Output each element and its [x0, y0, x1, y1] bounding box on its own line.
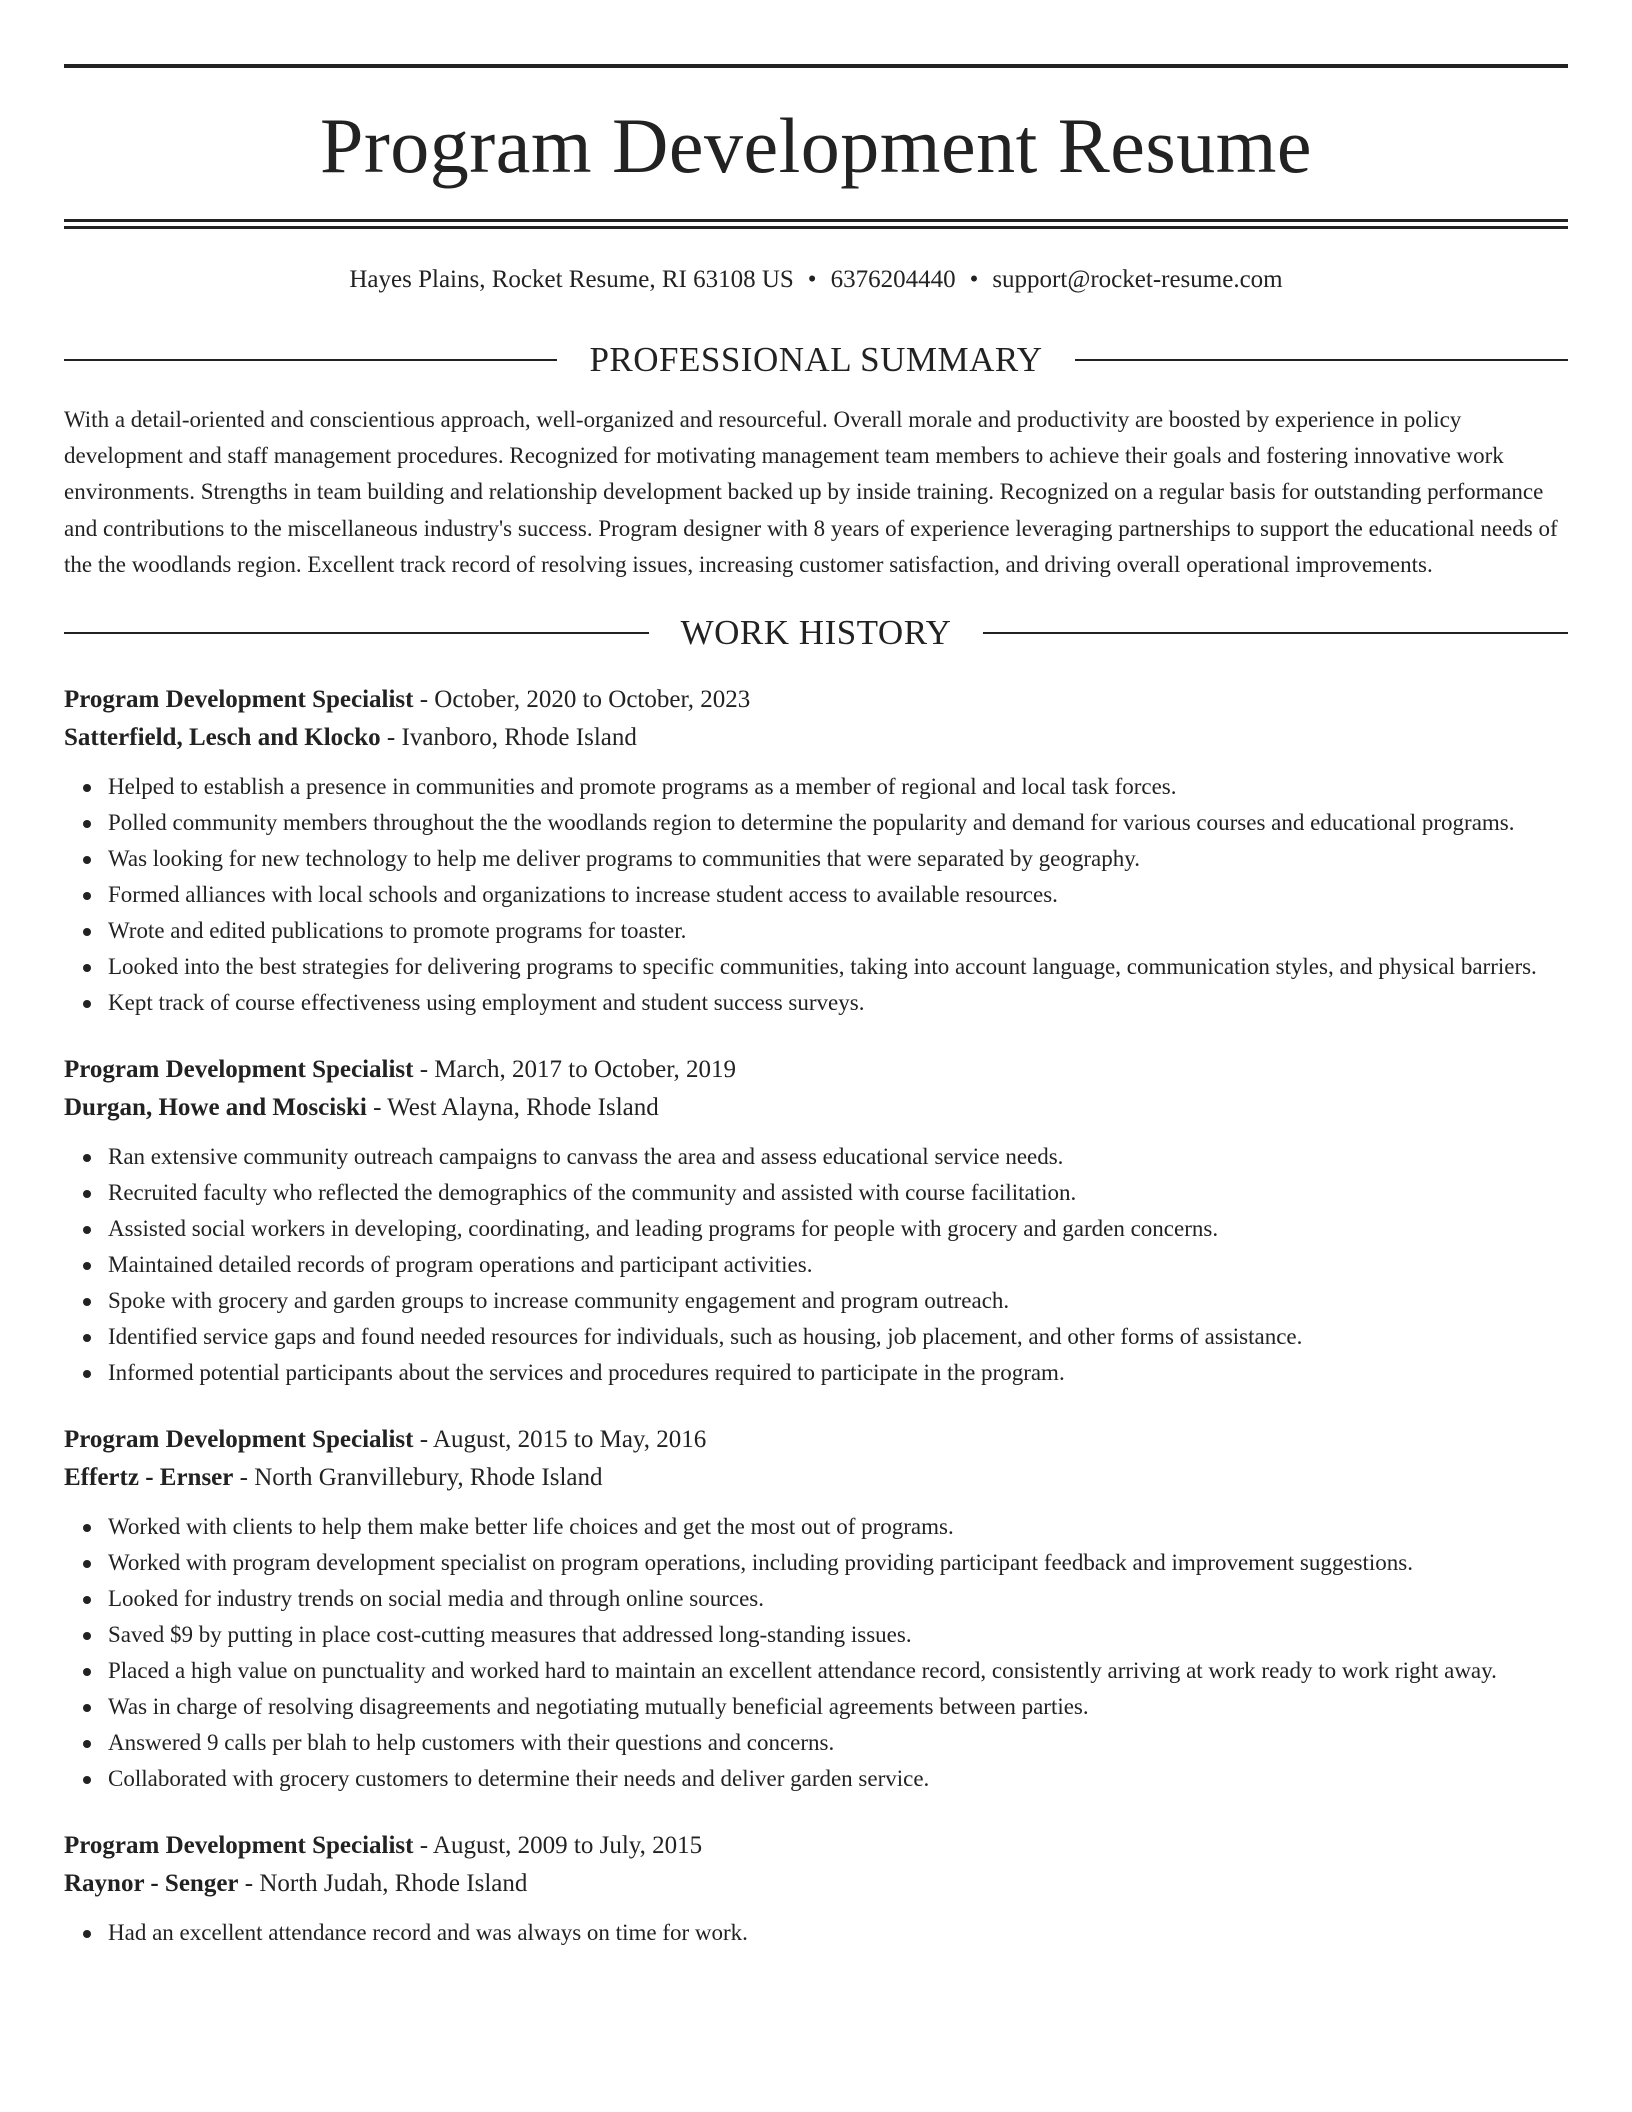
list-item	[108, 1211, 1568, 1247]
job-bullet-list	[64, 1139, 1568, 1391]
job-bullet-list	[64, 769, 1568, 1021]
list-item	[108, 1689, 1568, 1725]
bullet-dot-icon	[83, 964, 91, 972]
bullet-text: Kept track of course effectiveness using employment and student success surveys.	[108, 990, 865, 1016]
bullet-text: Worked with clients to help them make better life choices and get the most out of programs.	[108, 1514, 954, 1540]
list-item	[108, 1139, 1568, 1175]
bullet-dot-icon	[83, 856, 91, 864]
contact-line	[64, 264, 1568, 296]
title-double-rule	[64, 219, 1568, 229]
job-company-line	[64, 1459, 1568, 1497]
list-item	[108, 1725, 1568, 1761]
list-item	[108, 769, 1568, 805]
list-item	[108, 1545, 1568, 1581]
bullet-text: Ran extensive community outreach campaigns to canvass the area and assess educational service needs.	[108, 1144, 1064, 1170]
bullet-text: Identified service gaps and found needed resources for individuals, such as housing, job placement, and other forms of assistance.	[108, 1324, 1303, 1350]
bullet-dot-icon	[83, 1370, 91, 1378]
bullet-dot-icon	[83, 784, 91, 792]
job-title-line	[64, 1827, 1568, 1865]
bullet-text: Had an excellent attendance record and was always on time for work.	[108, 1920, 748, 1946]
list-item	[108, 985, 1568, 1021]
heading-rule-left	[64, 632, 649, 634]
section-title: PROFESSIONAL SUMMARY	[589, 340, 1043, 379]
bullet-text: Worked with program development specialist on program operations, including providing participant feedback and improvement suggestions.	[108, 1550, 1413, 1576]
bullet-text: Was looking for new technology to help me deliver programs to communities that were separated by geography.	[108, 846, 1141, 872]
list-item	[108, 1355, 1568, 1391]
list-item	[108, 1617, 1568, 1653]
bullet-dot-icon	[83, 1740, 91, 1748]
bullet-text: Informed potential participants about the services and procedures required to participate in the program.	[108, 1360, 1065, 1386]
bullet-text: Saved $9 by putting in place cost-cutting measures that addressed long-standing issues.	[108, 1622, 912, 1648]
job-title-line	[64, 1421, 1568, 1459]
bullet-text: Wrote and edited publications to promote programs for toaster.	[108, 918, 687, 944]
job-company-line	[64, 1865, 1568, 1903]
bullet-dot-icon	[83, 1776, 91, 1784]
job-dates: - March, 2017 to October, 2019	[413, 1056, 737, 1084]
section-title: WORK HISTORY	[680, 613, 952, 653]
bullet-dot-icon	[83, 892, 91, 900]
bullet-dot-icon	[83, 1000, 91, 1008]
list-item	[108, 1283, 1568, 1319]
heading-rule-right	[1075, 359, 1568, 361]
contact-separator: •	[969, 266, 979, 293]
list-item	[108, 1175, 1568, 1211]
resume-title: Program Development Resume	[319, 102, 1313, 189]
job-location: - West Alayna, Rhode Island	[366, 1094, 659, 1122]
section-heading-summary	[64, 340, 1568, 380]
job-title: Program Development Specialist	[64, 1056, 414, 1084]
list-item	[108, 1761, 1568, 1797]
contact-email: support@rocket-resume.com	[992, 266, 1283, 293]
bullet-text: Collaborated with grocery customers to determine their needs and deliver garden service.	[108, 1766, 930, 1792]
job-company-line	[64, 719, 1568, 757]
bullet-text: Placed a high value on punctuality and worked hard to maintain an excellent attendance record, consistently arriving at work ready to work right away.	[108, 1658, 1497, 1684]
bullet-text: Maintained detailed records of program operations and participant activities.	[108, 1252, 813, 1278]
bullet-dot-icon	[83, 1154, 91, 1162]
bullet-text: Helped to establish a presence in communities and promote programs as a member of regional and local task forces.	[108, 774, 1177, 800]
bullet-text: Polled community members throughout the the woodlands region to determine the popularity and demand for various courses and educational programs.	[108, 810, 1515, 836]
job-title-line	[64, 681, 1568, 719]
job-bullet-list	[64, 1915, 1568, 1951]
job-company: Satterfield, Lesch and Klocko	[64, 724, 381, 752]
job-title: Program Development Specialist	[64, 1426, 414, 1454]
job-title: Program Development Specialist	[64, 686, 414, 714]
job-entry	[64, 1421, 1568, 1797]
bullet-dot-icon	[83, 1190, 91, 1198]
contact-address: Hayes Plains, Rocket Resume, RI 63108 US	[349, 266, 794, 293]
bullet-dot-icon	[83, 820, 91, 828]
job-dates: - October, 2020 to October, 2023	[413, 686, 751, 714]
job-entry	[64, 681, 1568, 1021]
bullet-text: Assisted social workers in developing, coordinating, and leading programs for people with grocery and garden concerns.	[108, 1216, 1219, 1242]
bullet-dot-icon	[83, 1704, 91, 1712]
bullet-dot-icon	[83, 1298, 91, 1306]
bullet-dot-icon	[83, 1524, 91, 1532]
contact-phone: 6376204440	[830, 266, 956, 293]
bullet-dot-icon	[83, 1596, 91, 1604]
job-entry	[64, 1827, 1568, 1951]
job-company-line	[64, 1089, 1568, 1127]
bullet-text: Looked for industry trends on social media and through online sources.	[108, 1586, 764, 1612]
resume-page	[64, 64, 1568, 1951]
jobs-list	[64, 681, 1568, 1951]
contact-separator: •	[807, 266, 817, 293]
list-item	[108, 1509, 1568, 1545]
job-company: Durgan, Howe and Mosciski	[64, 1094, 367, 1122]
job-company: Effertz - Ernser	[64, 1464, 234, 1492]
bullet-text: Looked into the best strategies for delivering programs to specific communities, taking into account language, communication styles, and physical barriers.	[108, 954, 1537, 980]
bullet-dot-icon	[83, 1632, 91, 1640]
list-item	[108, 1915, 1568, 1951]
list-item	[108, 1581, 1568, 1617]
bullet-dot-icon	[83, 1334, 91, 1342]
job-dates: - August, 2015 to May, 2016	[413, 1426, 707, 1454]
job-dates: - August, 2009 to July, 2015	[413, 1832, 703, 1860]
job-bullet-list	[64, 1509, 1568, 1797]
heading-rule-left	[64, 359, 557, 361]
section-heading-work-history	[64, 613, 1568, 653]
bullet-text: Formed alliances with local schools and organizations to increase student access to available resources.	[108, 882, 1058, 908]
list-item	[108, 1653, 1568, 1689]
list-item	[108, 877, 1568, 913]
bullet-dot-icon	[83, 1668, 91, 1676]
list-item	[108, 949, 1568, 985]
list-item	[108, 805, 1568, 841]
bullet-dot-icon	[83, 1226, 91, 1234]
job-location: - North Judah, Rhode Island	[238, 1870, 528, 1898]
bullet-dot-icon	[83, 1262, 91, 1270]
list-item	[108, 913, 1568, 949]
heading-rule-right	[983, 632, 1568, 634]
bullet-dot-icon	[83, 928, 91, 936]
job-title-line	[64, 1051, 1568, 1089]
bullet-text: Spoke with grocery and garden groups to increase community engagement and program outreach.	[108, 1288, 1010, 1314]
list-item	[108, 1319, 1568, 1355]
list-item	[108, 1247, 1568, 1283]
job-entry	[64, 1051, 1568, 1391]
bullet-dot-icon	[83, 1560, 91, 1568]
summary-text: With a detail-oriented and conscientious approach, well-organized and resourceful. Overall morale and productivity are boosted by experience in policy development and staff management procedures. Recognized for motivating management team members to achieve their goals and fostering innovative work environments. Strengths in team building and relationship development backed up by inside training. Recognized on a regular basis for outstanding performance and contributions to the miscellaneous industry's success. Program designer with 8 years of experience leveraging partnerships to support the educational needs of the the woodlands region. Excellent track record of resolving issues, increasing customer satisfaction, and driving overall operational improvements.	[64, 407, 1558, 577]
top-rule	[64, 64, 1568, 68]
job-company: Raynor - Senger	[64, 1870, 239, 1898]
bullet-text: Recruited faculty who reflected the demographics of the community and assisted with course facilitation.	[108, 1180, 1077, 1206]
job-title: Program Development Specialist	[64, 1832, 414, 1860]
list-item	[108, 841, 1568, 877]
bullet-dot-icon	[83, 1930, 91, 1938]
bullet-text: Was in charge of resolving disagreements and negotiating mutually beneficial agreements between parties.	[108, 1694, 1089, 1720]
bullet-text: Answered 9 calls per blah to help customers with their questions and concerns.	[108, 1730, 835, 1756]
job-location: - Ivanboro, Rhode Island	[380, 724, 637, 752]
job-location: - North Granvillebury, Rhode Island	[233, 1464, 603, 1492]
